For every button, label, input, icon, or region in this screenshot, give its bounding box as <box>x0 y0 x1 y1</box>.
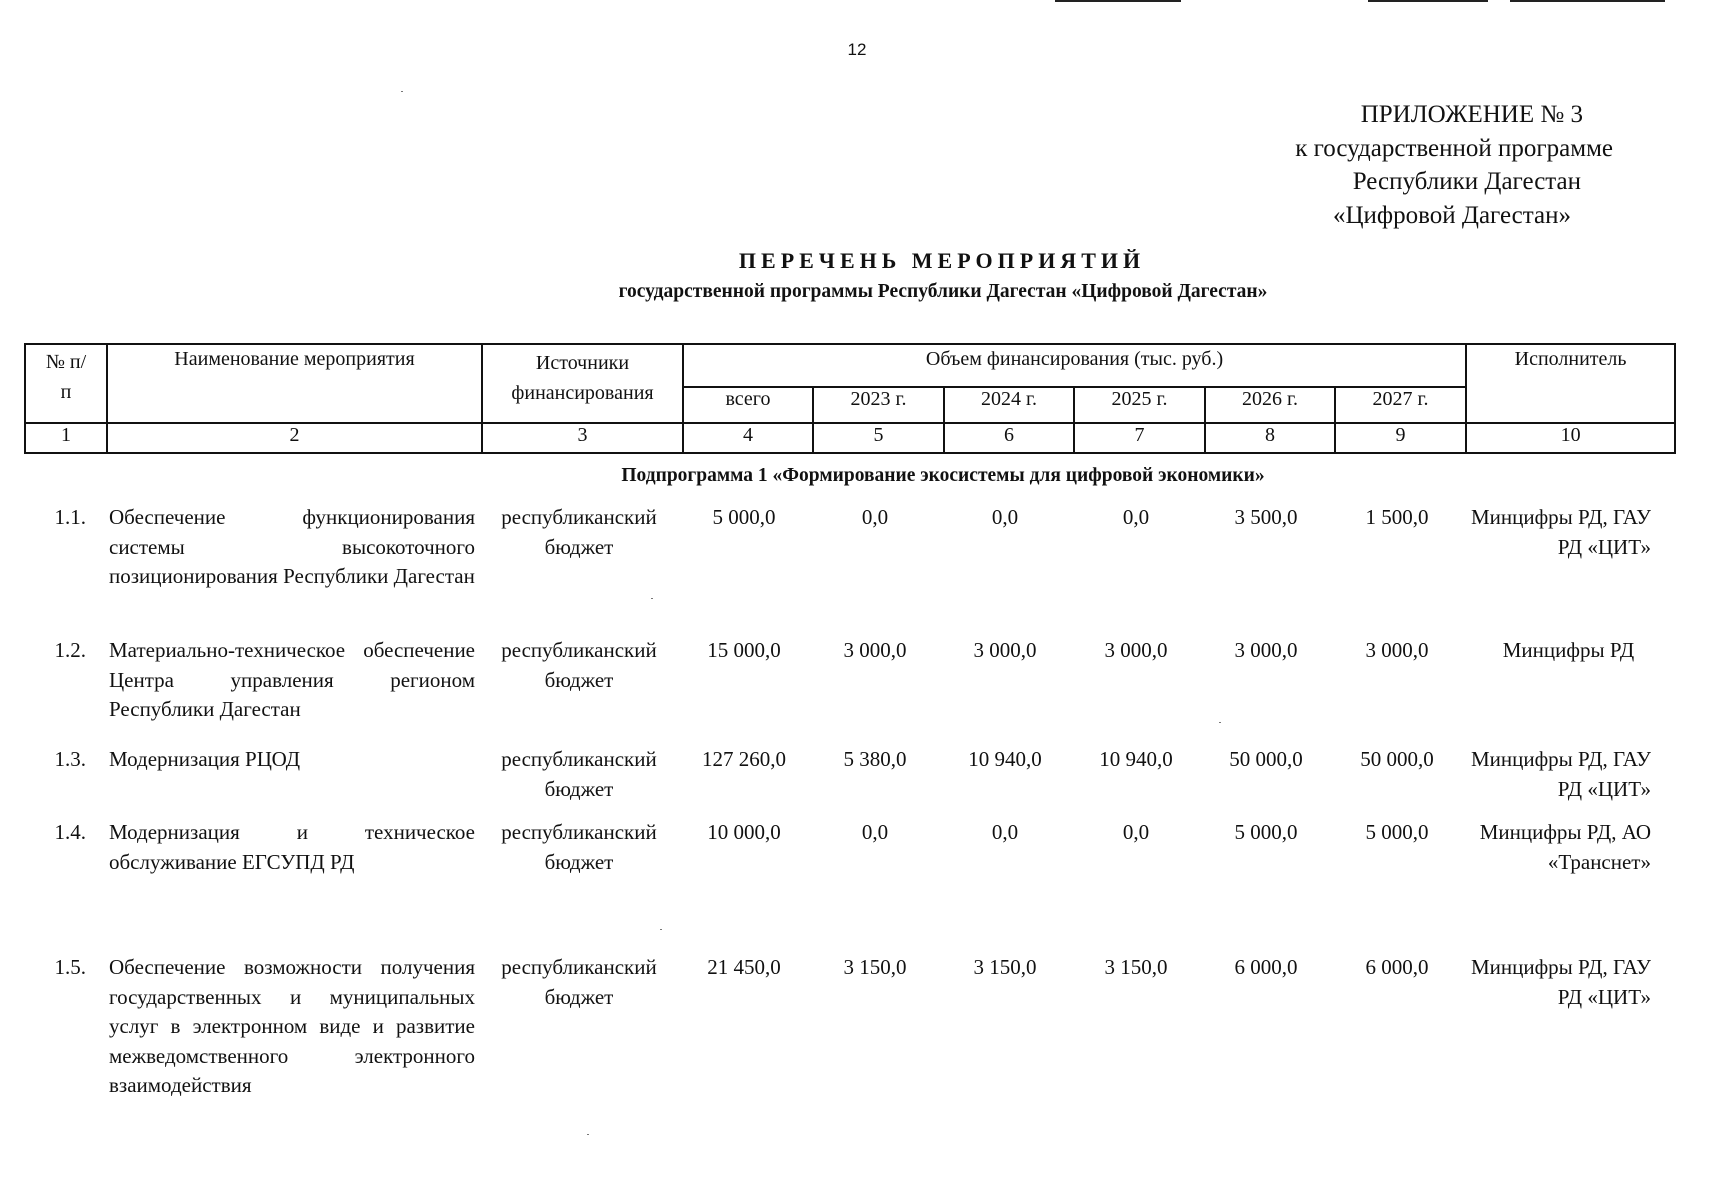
column-number: 2 <box>107 423 482 453</box>
row-value-2025: 10 940,0 <box>1099 747 1173 771</box>
row-value-2027: 50 000,0 <box>1360 747 1434 771</box>
table-header <box>24 343 1676 454</box>
row-value-2024: 10 940,0 <box>968 747 1042 771</box>
scan-speck <box>651 598 653 599</box>
row-value-total: 127 260,0 <box>702 747 786 771</box>
scan-speck <box>1219 722 1221 723</box>
scan-speck <box>401 91 403 92</box>
row-activity-name: Материально-техническое обеспечение Центра управления регионом Республики Дагестан <box>109 638 475 722</box>
column-number: 4 <box>683 423 813 453</box>
scan-edge-line <box>1055 0 1181 2</box>
document-subtitle: государственной программы Республики Дагестан «Цифровой Дагестан» <box>618 281 1268 302</box>
row-value-2023: 5 380,0 <box>843 747 907 771</box>
header-funding: Объем финансирования (тыс. руб.) <box>683 344 1466 387</box>
row-value-2026: 3 500,0 <box>1234 505 1298 529</box>
column-number: 8 <box>1205 423 1335 453</box>
row-value-2025: 0,0 <box>1122 505 1150 529</box>
header-year: 2026 г. <box>1205 387 1335 423</box>
row-value-2025: 3 000,0 <box>1104 638 1168 662</box>
column-number: 1 <box>25 423 107 453</box>
scan-speck <box>660 929 662 930</box>
row-value-2026: 6 000,0 <box>1234 955 1298 979</box>
row-value-2024: 3 150,0 <box>973 955 1037 979</box>
row-source: республиканский бюджет <box>501 505 657 559</box>
row-value-2025: 0,0 <box>1122 820 1150 844</box>
row-value-2026: 3 000,0 <box>1234 638 1298 662</box>
row-source: республиканский бюджет <box>501 820 657 874</box>
row-activity-name: Обеспечение возможности получения государственных и муниципальных услуг в электронном виде и развитие межведомственного электронного взаимодействия <box>109 955 475 1098</box>
row-value-2023: 0,0 <box>861 820 889 844</box>
header-year: всего <box>683 387 813 423</box>
column-number: 10 <box>1466 423 1675 453</box>
appendix-line: Республики Дагестан <box>1352 168 1581 195</box>
header-year: 2025 г. <box>1074 387 1205 423</box>
header-year: 2024 г. <box>944 387 1074 423</box>
column-number: 5 <box>813 423 944 453</box>
row-value-total: 5 000,0 <box>712 505 776 529</box>
column-number: 3 <box>482 423 683 453</box>
column-number: 7 <box>1074 423 1205 453</box>
row-value-2023: 0,0 <box>861 505 889 529</box>
row-value-2027: 6 000,0 <box>1365 955 1429 979</box>
row-executor: Минцифры РД, ГАУ РД «ЦИТ» <box>1470 505 1651 559</box>
row-source: республиканский бюджет <box>501 638 657 692</box>
appendix-title: ПРИЛОЖЕНИЕ № 3 <box>1360 101 1583 128</box>
row-value-total: 21 450,0 <box>707 955 781 979</box>
appendix-line: «Цифровой Дагестан» <box>1333 201 1571 229</box>
row-value-2024: 0,0 <box>991 505 1019 529</box>
appendix-block <box>1193 98 1613 232</box>
document-title: ПЕРЕЧЕНЬ МЕРОПРИЯТИЙ <box>738 248 1146 273</box>
row-value-2023: 3 000,0 <box>843 638 907 662</box>
page-number: 12 <box>847 40 867 59</box>
row-value-2027: 3 000,0 <box>1365 638 1429 662</box>
header-source: Источники финансирования <box>482 344 683 423</box>
row-value-2026: 5 000,0 <box>1234 820 1298 844</box>
row-executor: Минцифры РД, ГАУ РД «ЦИТ» <box>1470 955 1651 1009</box>
header-num: № п/п <box>25 344 107 423</box>
row-source: республиканский бюджет <box>501 955 657 1009</box>
row-value-2027: 1 500,0 <box>1365 505 1429 529</box>
row-activity-name: Обеспечение функционирования системы высокоточного позиционирования Республики Дагестан <box>109 505 475 589</box>
row-executor: Минцифры РД, ГАУ РД «ЦИТ» <box>1470 747 1651 801</box>
row-value-2024: 3 000,0 <box>973 638 1037 662</box>
row-executor: Минцифры РД <box>1502 638 1635 662</box>
row-number: 1.1. <box>54 505 86 529</box>
header-year: 2023 г. <box>813 387 944 423</box>
row-number: 1.2. <box>54 638 86 662</box>
header-year: 2027 г. <box>1335 387 1466 423</box>
column-number: 9 <box>1335 423 1466 453</box>
row-number: 1.3. <box>54 747 86 771</box>
row-value-2027: 5 000,0 <box>1365 820 1429 844</box>
row-value-2023: 3 150,0 <box>843 955 907 979</box>
appendix-line: к государственной программе <box>1295 134 1613 162</box>
row-number: 1.4. <box>54 820 86 844</box>
row-value-2026: 50 000,0 <box>1229 747 1303 771</box>
row-value-2024: 0,0 <box>991 820 1019 844</box>
scan-edge-line <box>1368 0 1488 2</box>
row-value-total: 10 000,0 <box>707 820 781 844</box>
row-value-total: 15 000,0 <box>707 638 781 662</box>
header-name: Наименование мероприятия <box>107 344 482 423</box>
row-executor: Минцифры РД, АО «Транснет» <box>1479 820 1651 874</box>
column-number: 6 <box>944 423 1074 453</box>
row-number: 1.5. <box>54 955 86 979</box>
header-executor: Исполнитель <box>1466 344 1675 423</box>
scan-edge-line <box>1510 0 1665 2</box>
scan-speck <box>587 1134 589 1135</box>
row-activity-name: Модернизация и техническое обслуживание ЕГСУПД РД <box>109 820 475 874</box>
subprogram-heading: Подпрограмма 1 «Формирование экосистемы для цифровой экономики» <box>621 465 1265 486</box>
row-value-2025: 3 150,0 <box>1104 955 1168 979</box>
row-source: республиканский бюджет <box>501 747 657 801</box>
row-activity-name: Модернизация РЦОД <box>109 747 301 771</box>
